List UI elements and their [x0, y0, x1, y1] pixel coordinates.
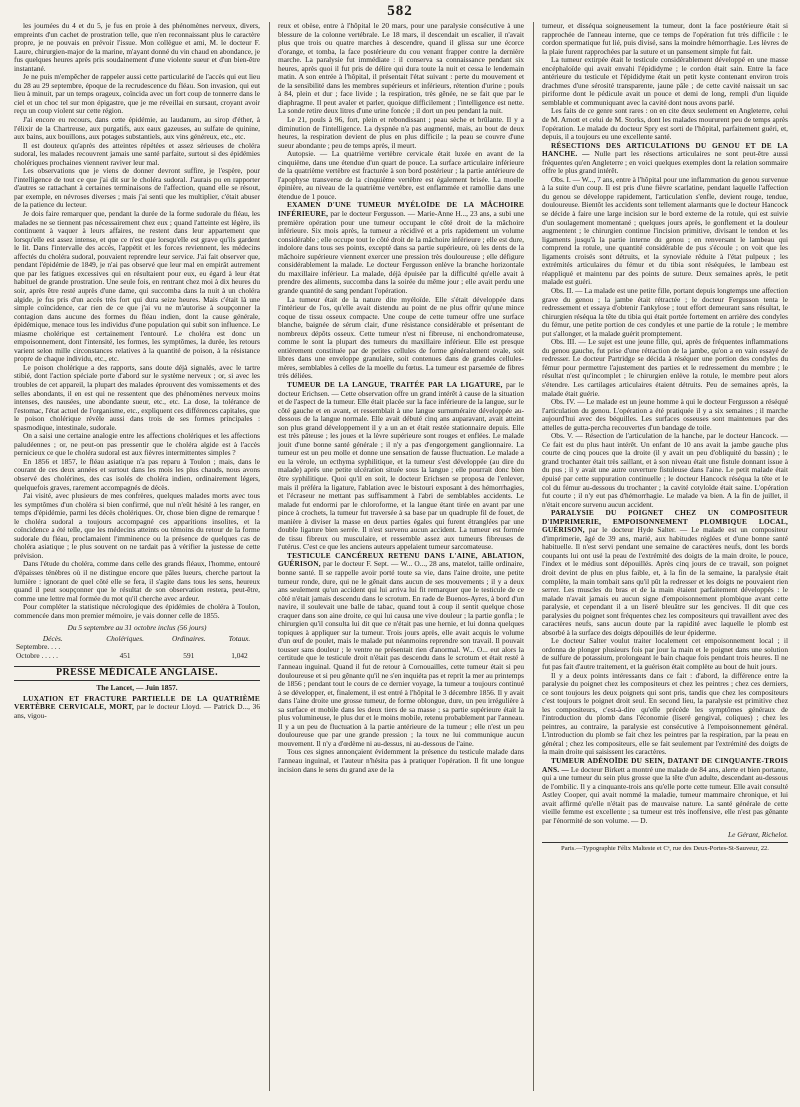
paragraph: Je ne puis m'empêcher de rappeler aussi cette particularité de l'accès qui eut lieu du 28 au 29 septembre, époque de la recrudescence du fléau. Son invasion, qui eut lieu à minuit, par un temps orageux, coïncida avec un fort coup de tonnerre dans le ciel et un choc tel sur mon épigastre, que je me réveillai en sursaut, croyant avoir reçu un coup violent sur cette région.: [14, 72, 260, 116]
printer-imprint: Paris.—Typographie Félix Malteste et Cᵉ, rue des Deux-Portes-St-Sauveur, 22.: [542, 842, 788, 854]
article-text: par le docteur Erichsen. — Cette observation offre un grand intérêt à cause de la situation et de l'aspect de la tumeur. Elle était placée sur la face inférieure de la langue, sur le côté gauche et en avant, et ressemblait à une langue surnuméraire développée au-dessous de la langue normale. Elle avait débuté cinq ans auparavant, avait atteint son plus grand développement il y a un an et était restée stationnaire depuis. Elle est très pâteuse ; les joues et la lèvre supérieure sont rouges et enflées. Le malade jouit d'une bonne santé générale ; il n'y a pas d'engorgement ganglionnaire. La tumeur est un peu molle et donne une sensation de fausse fluctuation. Le malade a eu la vérole, un ecthyma syphilitique, et la tumeur s'est développée (au dire du malade) après une petite ulcération située sous la langue ; elle pourrait donc bien être syphilitique. Quoi qu'il en soit, le docteur Erichsen se proposa de l'enlever, mais il préféra la ligature, l'ablation avec le bistouri exposant à des hémorrhagies, et l'écraseur ne mettant pas suffisamment à l'abri de semblables accidents. Le malade fut endormi par le chloroforme, et la langue étant tirée en avant par une pince à crochets, la tumeur fut traversée à sa base par un quadruple fil de fouet, de manière à diviser la masse en deux parties égales qui furent étranglées par une double ligature bien serrée. Il n'est survenu aucun accident. La tumeur est formée de tissu fibreux ou musculaire, et ressemble assez aux tumeurs fibreuses de l'utérus. C'est ce que les anciens auteurs appelaient tumeur sarcomateuse.: [278, 379, 524, 552]
observation-paragraph: Obs. IV. — Le malade est un jeune homme à qui le docteur Fergusson a réséqué l'articulation du genou. L'opération a été pratiquée il y a six semaines ; il marche aujourd'hui avec des béquilles. Les surfaces osseuses sont maintenues par des attelles de gutta-percha recouvertes d'un bandage de toile.: [542, 397, 788, 432]
mortality-statistics: [14, 624, 260, 660]
paragraph: Le 21, pouls à 96, fort, plein et rebondissant ; peau sèche et brûlante. Il y a diminution de l'intelligence. La dyspnée n'a pas augmenté, mais, au bout de deux heures, la respiration devient de plus en plus difficile ; la peau se couvre d'une sueur abondante ; peu de temps après, il meurt.: [278, 115, 524, 150]
source-citation: The Lancet, — Juin 1857.: [96, 683, 178, 693]
article-paragraph: [542, 509, 788, 637]
article-heading: RÉSECTIONS DES ARTICULATIONS DU GENOU ET DE LA HANCHE. —: [542, 140, 788, 159]
paragraph: En 1856 et 1857, le fléau asiatique n'a pas reparu à Toulon ; mais, dans le courant de ces deux années et surtout dans les mois les plus chauds, nous avons observé des cholérines, des cas isolés de choléra indien, ordinairement légers, quelquefois graves, rarement accompagnés de décès.: [14, 456, 260, 492]
paragraph: La tumeur était de la nature dite myéloïde. Elle s'était développée dans l'intérieur de l'os, qu'elle avait distendu au point de ne plus offrir qu'une mince coque de tissu osseux compacte. Une coupe de cette tumeur offre une surface blanche, baignée de sérum clair, d'une résistance considérable et présentant de nombreux dépôts osseux. Cette tumeur n'est ni fibreuse, ni enchondromateuse, comme le sont la plupart des tumeurs du maxillaire inférieur. Elle est presque entièrement constituée par de petites cellules de forme généralement ovale, soit libres dans une enveloppe granulaire, soit contenues dans de grandes cellules-mères, semblables à celles de la moelle du fœtus. La tumeur est parsemée de fibres très déliées.: [278, 294, 524, 381]
article-paragraph: [14, 695, 260, 721]
page-number: 582: [387, 3, 413, 19]
paragraph: reux et obèse, entre à l'hôpital le 20 mars, pour une paralysie consécutive à une blessure de la colonne vertébrale. Le 18 mars, il descendait un escalier, il n'avait plus que trois ou quatre marches à descendre, quand il glissa sur une écorce d'orange, et tomba, la face postérieure du cou venant frapper contre la dernière marche. La paralysie fut immédiate : il conserva sa connaissance pendant six heures, après quoi il fut pris de délire qui dura toute la nuit et cessa le lendemain matin. A son entrée à l'hôpital, il présentait l'état suivant : perte du mouvement et de la sensibilité dans les membres supérieurs et inférieurs, rétention d'urine ; pouls à 84, plein et dur ; face livide ; la respiration, très gênée, ne se fait que par le diaphragme. Il peut avaler et parler, quoique difficilement ; l'intelligence est nette. La sonde retire deux litres d'une urine foncée ; il dort un peu pendant la nuit.: [278, 22, 524, 116]
article-heading: TUMEUR DE LA LANGUE, TRAITÉE PAR LA LIGATURE,: [287, 379, 503, 389]
paragraph: les journées du 4 et du 5, je fus en proie à des phénomènes nerveux, divers, empreints d'un cachet de prostration telle, que n'en reconnaissant plus le caractère propre, je ne pouvais en prévoir l'issue. Mon collègue et ami, M. le docteur F. Laure, chirurgien-major de la marine, m'ayant donné du vin chaud en abondance, je fus quelques heures après pris soudainement d'une violente sueur et d'un bien-être instantané.: [14, 22, 260, 73]
paragraph: Dans l'étude du choléra, comme dans celle des grands fléaux, l'homme, entouré d'épaisses ténèbres où il ne distingue encore que pâles lueurs, cherche partout la lumière : ignorant de quel côté elle se fera, il s'agite dans tous les sens, heureux quand il peut soupçonner que le résultat de son observation restera, peut-être, comme une lettre mal formée du mot qu'il cherche avec ardeur.: [14, 559, 260, 603]
observation-paragraph: Obs. V. — Résection de l'articulation de la hanche, par le docteur Hancock. — Ce fait est du plus haut intérêt. Un enfant de 10 ans avait la jambe gauche plus courte de cinq pouces que la droite (il y avait un peu d'obliquité du bassin) ; le grand trochanter était très saillant, et à son niveau était une fistule donnant issue à du pus ; il y avait une autre ouverture fistuleuse dans l'aine. Le petit malade était épuisé par cette suppuration continuelle ; le docteur Hancock réséqua la tête et le col du fémur au-dessous du trochanter ; la cavité cotyloïde était saine. L'opération fut courte ; il n'y eut pas d'hémorrhagie. Le malade va bien. A la fin de juillet, il n'était encore survenu aucun accident.: [542, 431, 788, 509]
paragraph: Tous ces signes annonçaient évidemment la présence du testicule malade dans l'anneau inguinal, et l'auteur n'hésita pas à pratiquer l'opération. Il fit une longue incision dans le sens du grand axe de la: [278, 747, 524, 774]
article-paragraph: [278, 201, 524, 295]
table-header: Cholériques.: [106, 633, 144, 643]
statistics-table: [14, 635, 260, 661]
article-text: par le docteur F. Sept. — W... O..., 28 ans, matelot, taille ordinaire, bonne santé. Il se rappelle avoir porté toute sa vie, dans l'aine droite, une petite tumeur ronde, dure, qui ne le gênait dans aucun de ses mouvements ; il y a deux ans seulement qu'un accident qui lui arriva lui fit remarquer que le testicule de ce côté n'était jamais descendu dans le scrotum. En rade de Buenos-Ayres, à bord d'un navire, il soulevait une balle de tabac, quand tout à coup il sentit quelque chose craquer dans son aine droite, ce qui lui causa une vive douleur ; la partie gonfla ; le chirurgien qu'il consulta lui dit que ce n'était pas une hernie, et lui donna quelques topiques à appliquer sur la tumeur. Trois jours après, elle avait acquis le volume d'un œuf de poulet, mais le malade put néanmoins reprendre son travail. Il pouvait tousser sans douleur ; le ventre ne présentait rien d'anormal. W... O... eut alors la certitude que le testicule droit n'était pas descendu dans le scrotum et était resté à l'anneau inguinal. Quand il fut de retour à Cornouailles, cette tumeur était si peu douloureuse et si peu gênante qu'il ne s'en inquiéta pas et reprit la mer au printemps de 1856 ; pendant tout le cours de ce dernier voyage, la tumeur a toujours continué à se développer, et, finalement, il est entré à l'hôpital le 3 décembre 1856. Il y avait dans l'aine droite une grosse tumeur, de forme oblongue, dure, un peu irrégulière à sa surface et mobile dans les deux tiers de sa masse ; sa partie supérieure était la plus volumineuse, le plus dur et le moins mobile, retenu probablement par l'anneau. Il y a un peu de fluctuation à la partie antérieure de la tumeur ; elle n'est un peu douloureuse que par une grande pression ; la toux ne lui communique aucun mouvement. Il n'y a d'œdème ni au-dessus, ni au-dessous de l'aine.: [278, 559, 524, 748]
paragraph: Les faits de ce genre sont rares : on en cite deux seulement en Angleterre, celui de M. Arnott et celui de M. Storks, dont les malades moururent peu de temps après l'opération. Le malade du docteur Spry est sorti de l'hôpital, parfaitement guéri, et, depuis, il a toujours eu une excellente santé.: [542, 106, 788, 142]
paragraph: Les observations que je viens de donner devront suffire, je l'espère, pour l'intelligence de tout ce que j'ai dit sur le choléra sudoral. J'aurais pu en rapporter d'autres se rattachant à certaines terminaisons de l'affection, quand elle se résout, par exemple, en névroses diverses ; mais j'ai senti que les multiplier, c'était abuser de la patience du lecteur.: [14, 166, 260, 210]
paragraph: Pour compléter la statistique nécrologique des épidémies de choléra à Toulon, commencée dans mon premier mémoire, je vais donner celle de 1855.: [14, 602, 260, 620]
table-header: Décès.: [42, 633, 63, 643]
article-paragraph: [542, 757, 788, 825]
observation-paragraph: Obs. II. — La malade est une petite fille, portant depuis longtemps une affection grave du genou ; la jambe était rétractée ; le docteur Fergusson tenta le redressement et essaya d'obtenir l'ankylose ; tout effort demeurant sans résultat, le chirurgien réséqua la tête du tibia qui était portée fortement en arrière des condyles du fémur, une petite portion de ces condyles et une partie de la rotule ; le membre put s'allonger, et la malade guérit promptement.: [542, 285, 788, 338]
section-title: PRESSE MÉDICALE ANGLAISE.: [14, 666, 260, 681]
article-paragraph: [278, 552, 524, 749]
table-row: [14, 652, 260, 661]
table-header: Totaux.: [228, 633, 251, 643]
table-cell: 591: [183, 650, 195, 660]
column-1: [14, 22, 260, 1091]
article-text: Nulle part les résections articulaires ne sont peut-être aussi fréquentes qu'en Angleterre ; en voici quelques exemples dont la relation sommaire offre le plus grand intérêt.: [542, 149, 788, 176]
column-3: [533, 22, 788, 1091]
paragraph: Il est douteux qu'après des atteintes répétées et assez sérieuses de choléra sudoral, les malades recouvrent jamais une santé parfaite, surtout si des épidémies cholériques prochaines viennent raviver leur mal.: [14, 140, 260, 167]
paragraph: La tumeur extirpée était le testicule considérablement développé en une masse encéphaloïde qui avait envahi l'épididyme ; le cordon était sain. Entre la face antérieure du testicule et l'épididyme était un petit kyste contenant environ trois drachmes d'une sérosité transparente, jaune pâle ; de cette cavité naissait un sac piriforme dont le pédicule avait un pouce et demi de long, rempli d'un liquide semblable et communiquant avec la cavité dont nous avons parlé.: [542, 55, 788, 107]
observation-paragraph: Obs. I. — W..., 7 ans, entre à l'hôpital pour une inflammation du genou survenue à la suite d'un coup. Il est pris d'une fièvre scarlatine, pendant laquelle l'affection du genou se développe rapidement, l'articulation s'enfle, devient rouge, tendue, douloureuse. Bientôt les accidents sont tellement alarmants que le docteur Hancock se décide à faire une large incision sur le bord externe de la rotule, qui est suivie d'un soulagement momentané ; quelques jours après, le gonflement et la douleur augmentent ; le chirurgien continue l'incision primitive, divisant le tendon et les ligaments jusqu'à la partie interne du genou ; en renversant le lambeau qui comprend la rotule, une quantité considérable de pus s'écoule ; on voit que les ligaments croisés sont détruits, et la synoviale réduite à l'état pulpeux ; les extrémités articulaires du fémur et du tibia sont réséquées, le lambeau est réappliqué et maintenu par des points de suture. Deux semaines après, le petit malade est guéri.: [542, 174, 788, 287]
paragraph: Autopsie. — La quatrième vertèbre cervicale était luxée en avant de la cinquième, dans une étendue d'un quart de pouce. La surface articulaire inférieure de la quatrième vertèbre est fracturée à son bord postérieur ; la partie antérieure de l'apophyse transverse de la cinquième vertèbre est également brisée. La moelle épinière, au niveau de la quatrième vertèbre, est enflammée et ramollie dans une étendue de 1 pouce.: [278, 149, 524, 201]
article-heading: TUMEUR ADÉNOÏDE DU SEIN, DATANT DE CINQUANTE-TROIS ANS. —: [542, 756, 788, 774]
paragraph: Je dois faire remarquer que, pendant la durée de la forme sudorale du fléau, les malades ne se tiennent pas nécessairement chez eux ; quand l'atteinte est légère, ils continuent à vaquer à leurs affaires, ne restent dans leur appartement que lorsqu'elle est assez intense, et que ce n'est que lorsqu'elle est grave qu'ils gardent le lit. Dans l'intervalle des accès, l'appétit et les forces reviennent, les médecins affectés du choléra sudoral, pouvaient reprendre leur service. J'ai fait observer que, pendant l'épidémie de 1849, je n'ai pas observé que leur mal en empirât autrement que par les fatigues excessives qui en résultaient pour eux, eu égard à leur état habituel de grande prostration. Une seule fois, en rentrant chez moi à dix heures du soir, après être resté auprès d'une dame, qui succomba dans la nuit à un choléra algide, je fus pris d'un accès très fort qui dura seize heures. Mais c'était là une simple coïncidence, car rien de ce que j'ai vu ne m'autorise à soupçonner la contagion dans aucune des formes du fléau indien, dont la cause générale, épidémique, menace tous les individus d'une population qui subit son influence. Le miasme cholérique est certainement l'entouré. Le choléra est donc un empoisonnement, dont l'intensité, les formes, les symptômes, la durée, les retours varient selon mille circonstances relatives à la quantité de poison, à la résistance propre de chaque individu, etc., etc.: [14, 209, 260, 364]
article-text: par le docteur Hyde Salter. — Le malade est un compositeur d'imprimerie, âgé de 39 ans, marié, aux habitudes réglées et d'une bonne santé habituelle. Il n'est servi pendant une semaine de caractères neufs, dont les bords coupants lui ont usé la peau de l'extrémité des doigts de la main droite, le pouce, l'index et le médius sont dépouillés. Après cinq jours de ce travail, son poignet droit devint de plus en plus faible, et, à la fin de la semaine, la paralysie était complète, la main tombait sans qu'il pût la redresser et les doigts ne pouvaient rien serrer. Les muscles du bras et de la main étaient parfaitement développés : le malade n'avait jamais eu aucun signe d'empoisonnement plombique avant cette paralysie, et cependant il a un liseré bleuâtre sur les gencives. Il dit que ces paralysies du poignet sont fréquentes chez les compositeurs qui travaillent avec des caractères neufs, sans aucun doute par la rapidité avec laquelle le plomb est absorbé à la surface des doigts dépouillés de leur épiderme.: [542, 525, 788, 637]
gerant-signature: Le Gérant, Richelot.: [728, 830, 788, 840]
table-cell: Septembre. . . .: [16, 642, 61, 652]
article-heading: TESTICULE CANCÉREUX RETENU DANS L'AINE, ABLATION, GUÉRISON,: [278, 550, 524, 569]
paragraph: Le docteur Salter voulut traiter localement cet empoisonnement local ; il ordonna de plonger plusieurs fois par jour la main et le poignet dans une solution de sulfure de potassium, prolongeant le bain chaque fois pendant trois heures. Il ne fut pas fait d'autre traitement, et la guérison était complète au bout de huit jours.: [542, 636, 788, 672]
observation-paragraph: Obs. III. — Le sujet est une jeune fille, qui, après de fréquentes inflammations du genou gauche, fut prise d'une rétraction de la jambe, qu'on a en vain essayé de redresser. Le docteur Partridge se décida à réséquer une portion des condyles du fémur pour permettre l'ajustement des parties et le redressement du membre ; le résultat n'est qu'incomplet ; le chirurgien enlève la rotule, le membre peut alors s'étendre. Les cartilages articulaires étaient détruits. Peu de semaines après, la malade était guérie.: [542, 337, 788, 398]
column-2: [269, 22, 524, 1091]
table-cell: 1,042: [231, 650, 248, 660]
article-heading: EXAMEN D'UNE TUMEUR MYÉLOÏDE DE LA MÂCHOIRE INFÉRIEURE,: [278, 200, 524, 219]
table-header: Ordinaires.: [172, 633, 206, 643]
article-heading: PARALYSIE DU POIGNET CHEZ UN COMPOSITEUR D'IMPRIMERIE, EMPOISONNEMENT PLOMBIQUE LOCAL, GUÉRISON,: [542, 508, 788, 535]
paragraph: On a saisi une certaine analogie entre les affections cholériques et les affections paludéennes ; or, ne peut-on pas pressentir que le choléra algide est à l'accès pernicieux ce que le choléra sudoral est aux fièvres intermittentes simples ?: [14, 431, 260, 458]
table-cell: 451: [119, 650, 131, 660]
article-text: par le docteur Fergusson. — Marie-Anne H..., 23 ans, a subi une première opération pour une tumeur occupant le côté droit de la mâchoire inférieure. Six mois après, la tumeur a récidivé et a pris rapidement un volume considérable ; elle occupe tout le côté droit de la mâchoire inférieure ; elle est dure, indolore dans tous ses points, excepté dans sa partie supérieure, où les dents de la mâchoire supérieure viennent exercer une pression très douloureuse ; elle défigure considérablement la malade. Le docteur Fergusson enlève la branche horizontale du maxillaire inférieur. La malade, déjà épuisée par la difficulté qu'elle avait à prendre des aliments, succomba dans la soirée du même jour ; elle avait perdu une grande quantité de sang pendant l'opération.: [278, 209, 524, 295]
article-heading: LUXATION ET FRACTURE PARTIELLE DE LA QUATRIÈME VERTÈBRE CERVICALE, MORT,: [14, 693, 260, 712]
article-paragraph: [542, 142, 788, 176]
paragraph: tumeur, et disséqua soigneusement la tumeur, dont la face postérieure était si rapprochée de l'anneau interne, que ce temps de l'opération fut très difficile : le cordon spermatique fut lié, puis divisé, sans la moindre hémorrhagie. Les lèvres de la plaie furent rapprochées par la suture et un pansement simple fut fait.: [542, 22, 788, 56]
statistics-caption: Du 5 septembre au 31 octobre inclus (56 jours): [67, 623, 207, 633]
text-columns: [14, 22, 788, 1091]
article-paragraph: [278, 381, 524, 552]
paragraph: J'ai visité, avec plusieurs de mes confrères, quelques malades morts avec tous les symptômes d'un choléra si bien confirmé, que nul n'eût hésité à les ranger, en temps d'épidémie, parmi les décès cholériques. Or, chose bien digne de remarque ! le choléra sudoral a toujours accompagné ces apparitions insolites, et la coïncidence a été telle, que les médecins atteints ou témoins du retour de la forme sudorale du fléau, proclamaient l'imminence ou la présence de quelques cas de choléra asiatique ; le plus souvent on ne tardait pas à vérifier la justesse de cette prévision.: [14, 491, 260, 560]
paragraph: J'ai encore eu recours, dans cette épidémie, au laudanum, au sirop d'éther, à l'élixir de la Chartreuse, aux purgatifs, aux eaux gazeuses, au sulfate de quinine, aux bains, aux bouillons, aux potages substantiels, aux vins généreux, etc., etc.: [14, 115, 260, 142]
table-cell: Octobre . . . . .: [16, 650, 59, 660]
article-text: par le docteur Lloyd. — Patrick D..., 36 ans, vigou-: [14, 702, 260, 720]
article-text: Le docteur Birkett a montré une malade de 84 ans, alerte et bien portante, qui a une tumeur du sein plus grosse que la tête d'un adulte, descendant au-dessous de l'ombilic. Il y a cinquante-trois ans qu'elle porte cette tumeur. Elle avait consulté Astley Cooper, qui avait nommé la maladie, tumeur mammaire chronique, et lui avait affirmé qu'elle n'était pas de mauvaise nature. La santé générale de cette vieille femme est excellente ; sa tumeur est très inoffensive, elle n'est pas gênante par l'énormité de son volume. — D.: [542, 764, 788, 825]
paragraph: Le poison cholérique a des rapports, sans doute déjà signalés, avec le tartre stibié, dont l'action spéciale porte d'abord sur le système nerveux ; or, si avec les troubles de cet appareil, la plupart des malades éprouvent des vomissements et des selles abondants, il en est qui ne ressentent que des phénomènes nerveux moins intenses, des nausées, une abondante sueur, etc., etc. La dose, la tolérance de l'estomac, l'état actuel de l'organisme, etc., expliquent ces différences capitales, que le poison cholérique révèle aussi dans trois de ses formes principales : spasmodique, intestinale, sudorale.: [14, 362, 260, 432]
paragraph: Il y a deux points intéressants dans ce fait : d'abord, la différence entre la paralysie du poignet chez les compositeurs et chez les peintres ; chez ces derniers, ce sont toujours les deux poignets qui sont pris, tandis que chez les compositeurs c'est toujours le poignet droit seul. En second lieu, la paralysie est primitive chez les compositeurs, c'est-à-dire qu'elle précède les symptômes généraux de l'introduction du plomb dans l'économie (liseré gengival, coliques) ; chez les peintres, au contraire, la paralysie est consécutive à l'empoisonnement général. L'introduction du plomb se fait chez les peintres par la respiration, par la peau en général ; chez les compositeurs, elle se fait seulement par l'extrémité des doigts de la main droite qui saisissent les caractères.: [542, 670, 788, 757]
